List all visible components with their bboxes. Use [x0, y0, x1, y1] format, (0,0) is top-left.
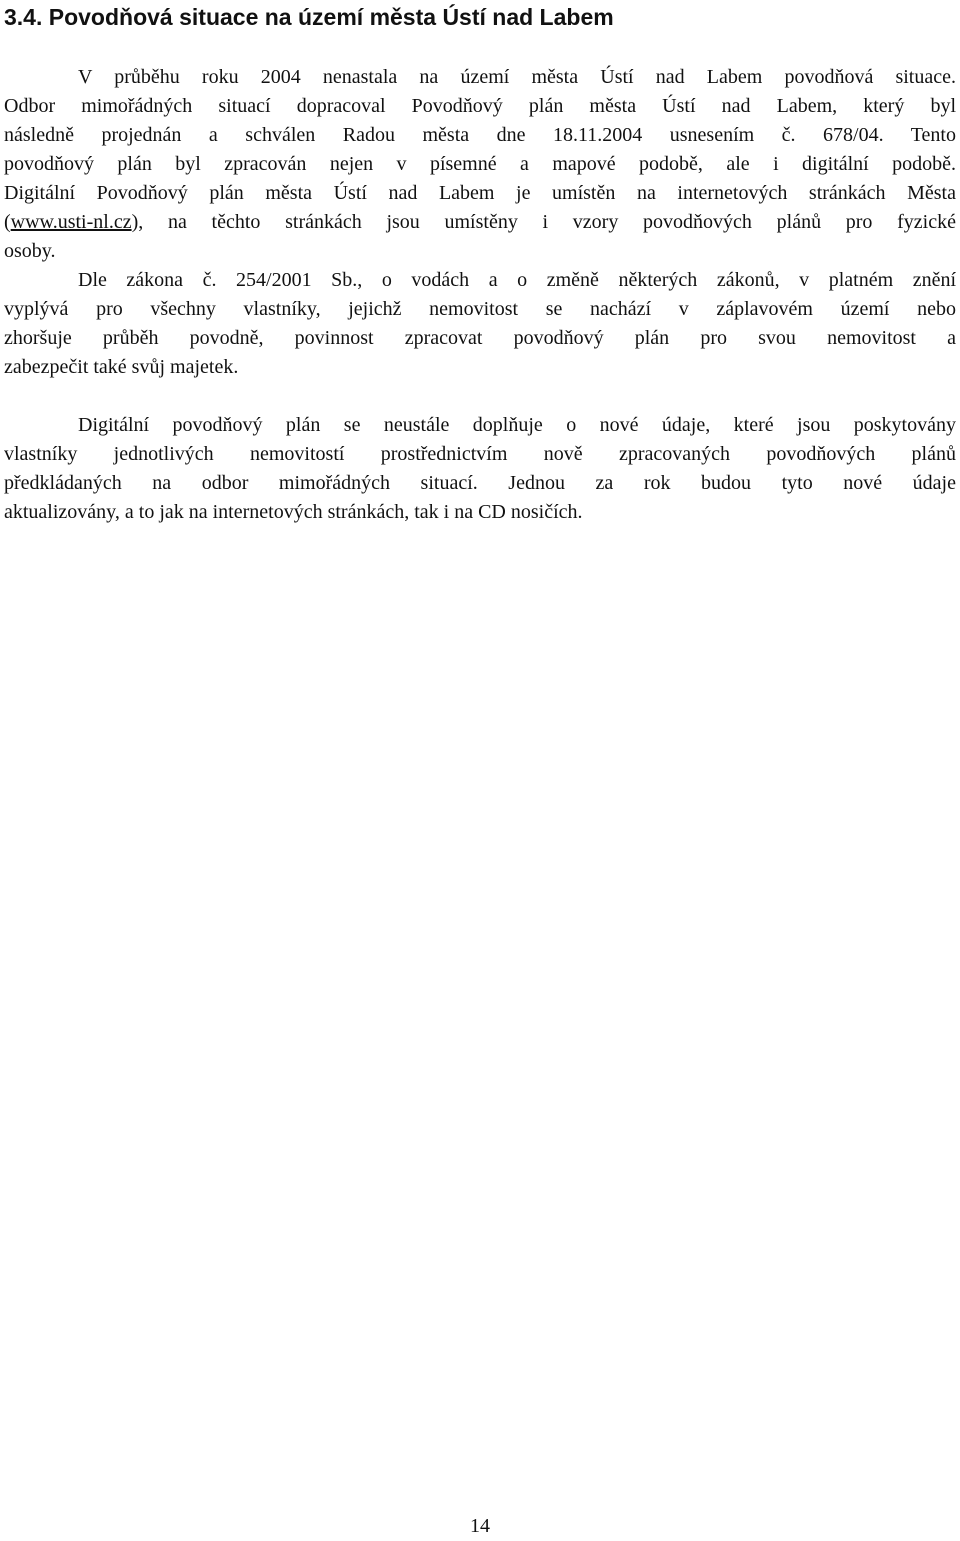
law-text-line: Dle zákona č. 254/2001 Sb., o vodách a o změně některých zákonů, v platném znění: [78, 269, 956, 291]
law-text-line: vyplývá pro všechny vlastníky, jejichž nemovitost se nachází v záplavovém území nebo: [4, 298, 956, 320]
text-line: následně projednán a schválen Radou města dne 18.11.2004 usnesením č. 678/04. Tento: [4, 124, 956, 146]
link-trailing-text: ), na těchto stránkách jsou umístěny i vzory povodňových plánů pro fyzické: [131, 211, 956, 233]
text-line: vlastníky jednotlivých nemovitostí prostřednictvím nově zpracovaných povodňových plánů: [4, 443, 956, 465]
link-open-paren: (: [4, 211, 11, 233]
text-line: Digitální povodňový plán se neustále doplňuje o nové údaje, které jsou poskytovány: [78, 414, 956, 436]
text-line: V průběhu roku 2004 nenastala na území města Ústí nad Labem povodňová situace.: [78, 66, 956, 88]
text-line: Digitální Povodňový plán města Ústí nad Labem je umístěn na internetových stránkách Města: [4, 182, 956, 204]
paragraph-digital-plan: [4, 411, 956, 527]
paragraph-flood-plan: [4, 63, 956, 382]
text-line: povodňový plán byl zpracován nejen v písemné a mapové podobě, ale i digitální podobě.: [4, 153, 956, 175]
website-link[interactable]: www.usti-nl.cz: [10, 211, 132, 233]
section-heading: 3.4. Povodňová situace na území města Ústí nad Labem: [4, 4, 614, 30]
text-line: předkládaných na odbor mimořádných situací. Jednou za rok budou tyto nové údaje: [4, 472, 956, 494]
text-line: aktualizovány, a to jak na internetových stránkách, tak i na CD nosičích.: [4, 501, 583, 523]
page-number: 14: [470, 1515, 490, 1537]
text-line-with-link: [4, 208, 956, 237]
text-line: osoby.: [4, 240, 56, 262]
law-text-line: zhoršuje průběh povodně, povinnost zpracovat povodňový plán pro svou nemovitost a: [4, 327, 956, 349]
law-text-line: zabezpečit také svůj majetek.: [4, 356, 239, 378]
text-line: Odbor mimořádných situací dopracoval Povodňový plán města Ústí nad Labem, který byl: [4, 95, 956, 117]
